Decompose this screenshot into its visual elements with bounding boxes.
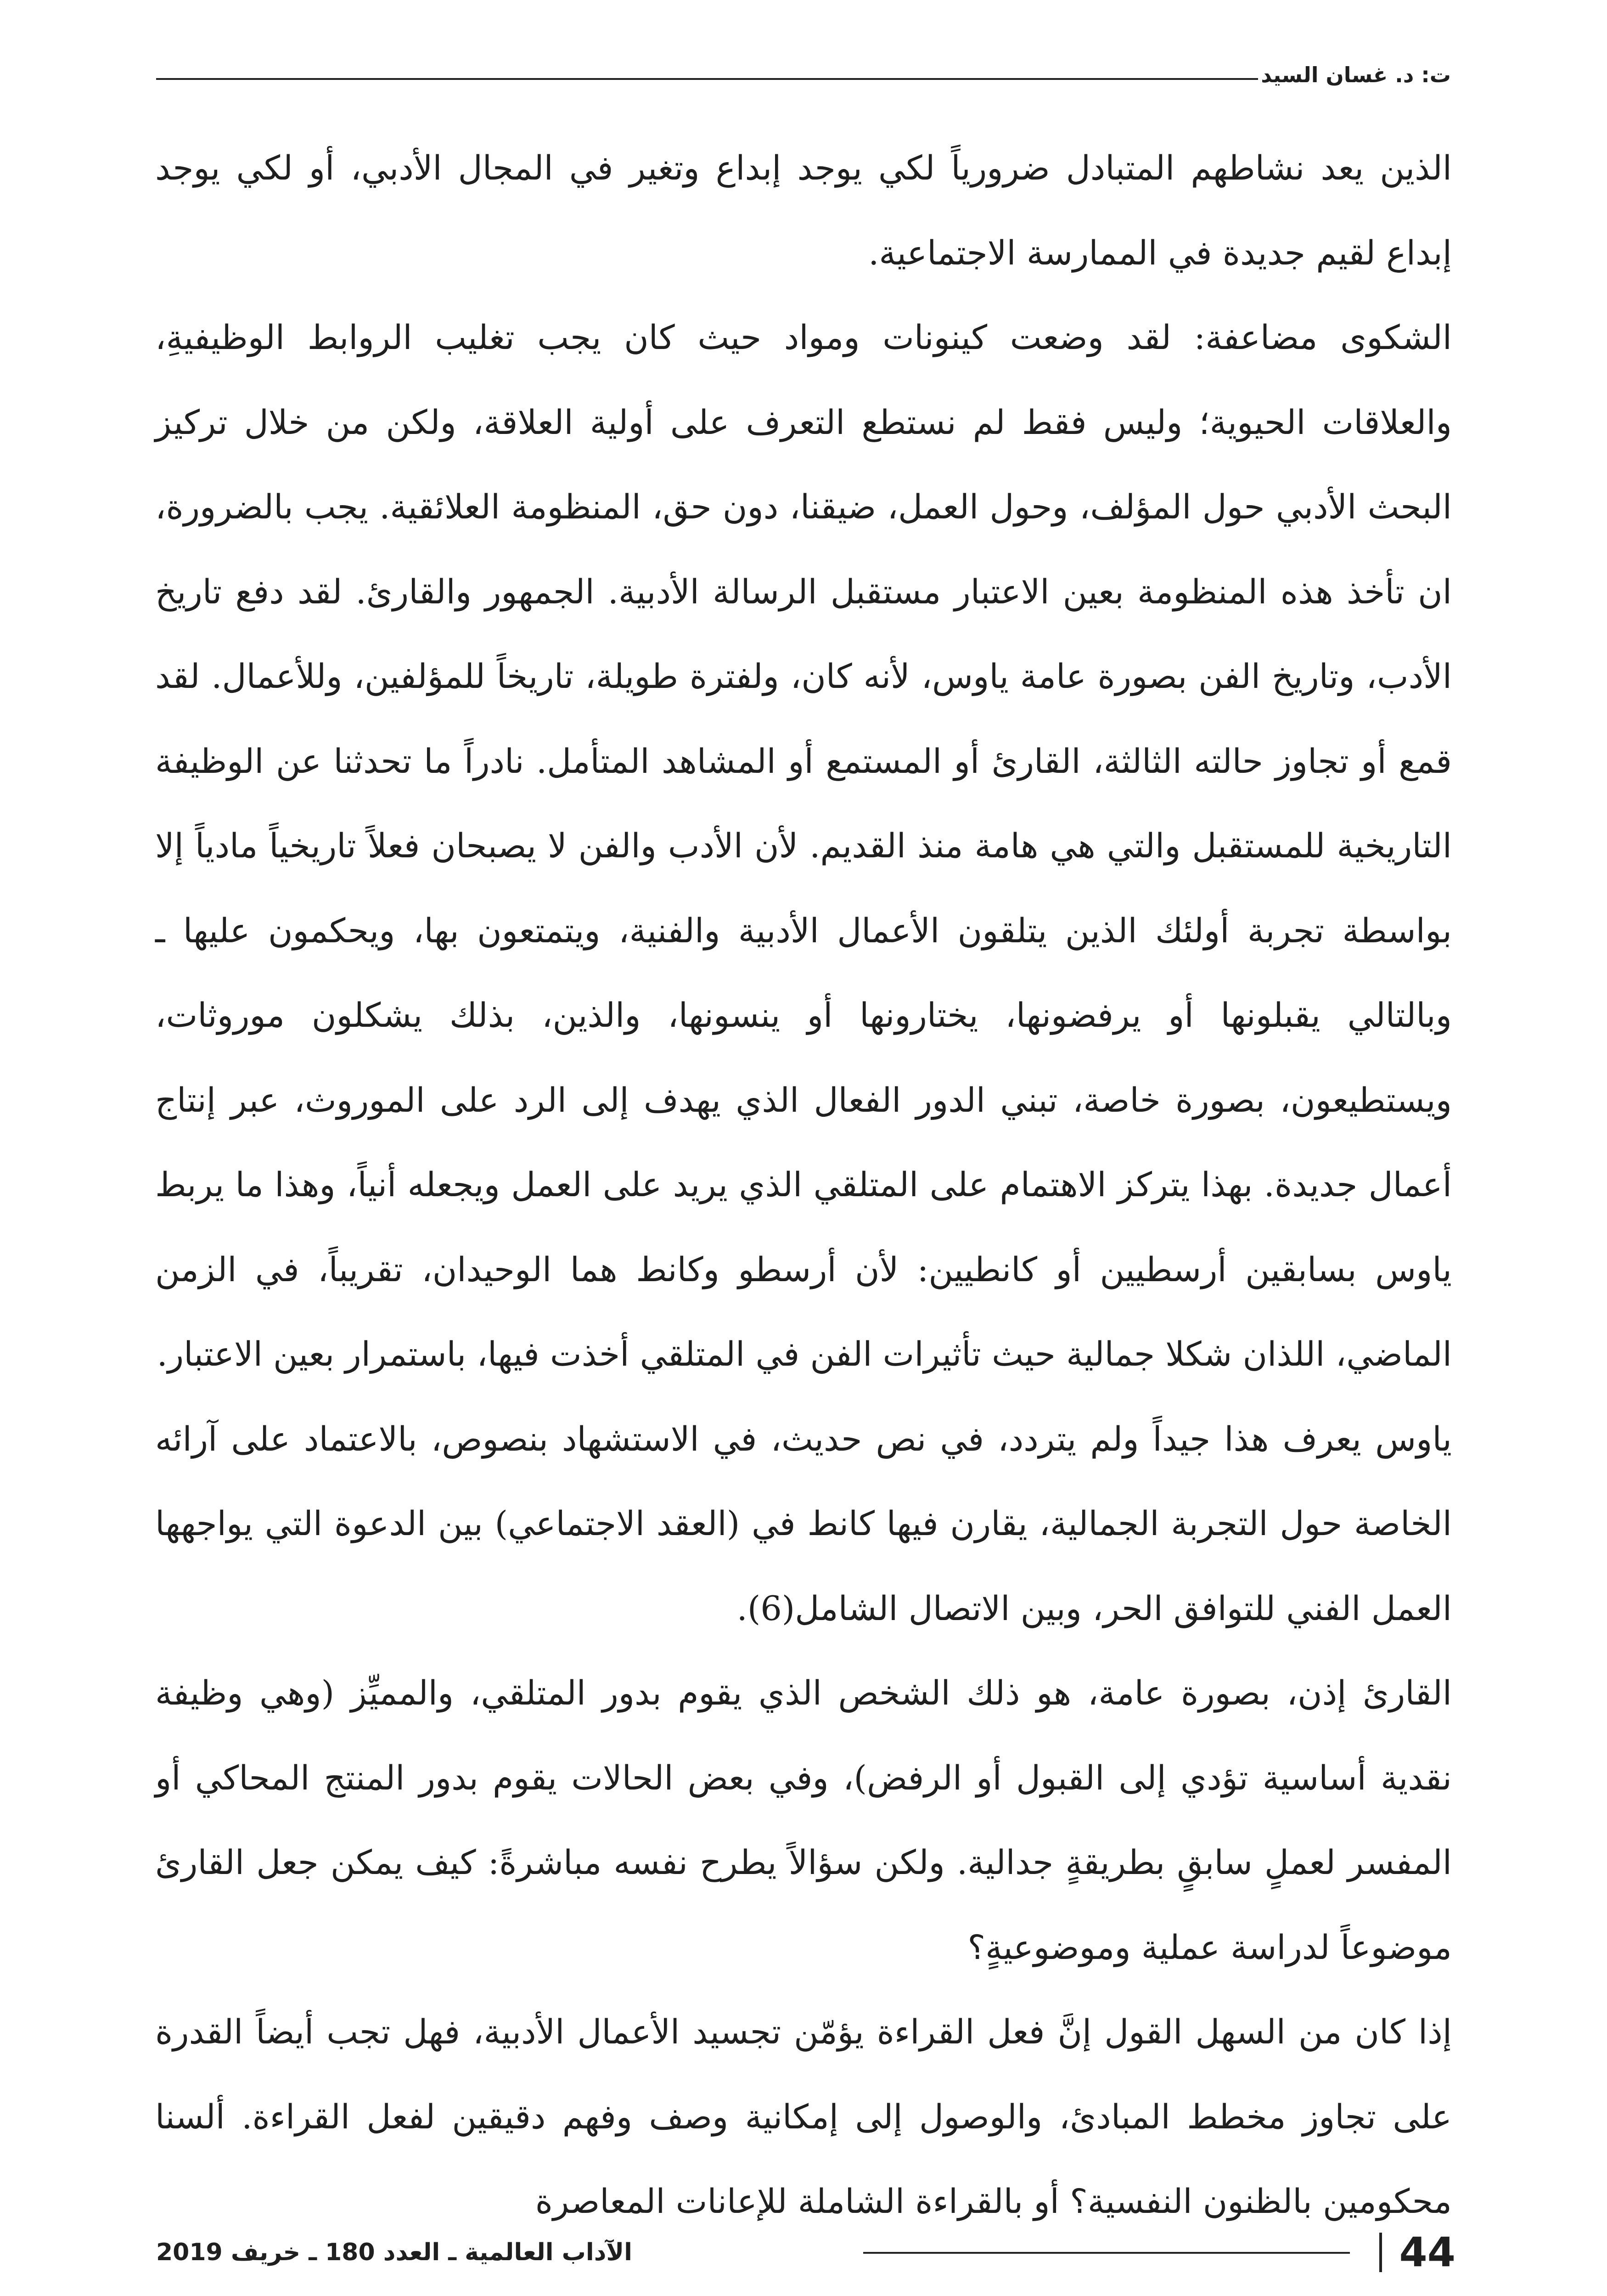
paragraph: الذين يعد نشاطهم المتبادل ضرورياً لكي يوجد إبداع وتغير في المجال الأدبي، أو لكي يوجد إبداع لقيم جديدة في الممارسة الاجتماعية. xyxy=(155,149,1452,273)
running-header xyxy=(156,54,1451,96)
page-number: 44 xyxy=(1399,2228,1455,2276)
paragraph: ياوس يعرف هذا جيداً ولم يتردد، في نص حديث، في الاستشهاد بنصوص، بالاعتماد على آرائه الخاصة حول التجربة الجمالية، يقارن فيها كانط في (العقد الاجتماعي) بين الدعوة التي يواجهها العمل الفني للتوافق الحر، وبين الاتصال الشامل(6). xyxy=(155,1419,1452,1628)
journal-info: الآداب العالمية ـ العدد 180 ـ خريف 2019 xyxy=(156,2239,632,2266)
paragraph: إذا كان من السهل القول إنَّ فعل القراءة يؤمّن تجسيد الأعمال الأدبية، فهل تجب أيضاً القدرة على تجاوز مخطط المبادئ، والوصول إلى إمكانية وصف وفهم دقيقين لفعل القراءة. ألسنا محكومين بالظنون النفسية؟ أو بالقراءة الشاملة للإعانات المعاصرة xyxy=(155,2013,1452,2221)
paragraph: الشكوى مضاعفة: لقد وضعت كينونات ومواد حيث كان يجب تغليب الروابط الوظيفيةِ، والعلاقات الحيوية؛ وليس فقط لم نستطع التعرف على أولية العلاقة، ولكن من خلال تركيز البحث الأدبي حول المؤلف، وحول العمل، ضيقنا، دون حق، المنظومة العلائقية. يجب بالضرورة، ان تأخذ هذه المنظومة بعين الاعتبار مستقبل الرسالة الأدبية. الجمهور والقارئ. لقد دفع تاريخ الأدب، وتاريخ الفن بصورة عامة ياوس، لأنه كان، ولفترة طويلة، تاريخاً للمؤلفين، وللأعمال. لقد قمع أو تجاوز حالته الثالثة، القارئ أو المستمع أو المشاهد المتأمل. نادراً ما تحدثنا عن الوظيفة التاريخية للمستقبل والتي هي هامة منذ القديم. لأن الأدب والفن لا يصبحان فعلاً تاريخياً مادياً إلا بواسطة تجربة أولئك الذين يتلقون الأعمال الأدبية والفنية، ويتمتعون بها، ويحكمون عليها ـ وبالتالي يقبلونها أو يرفضونها، يختارونها أو ينسونها، والذين، بذلك يشكلون موروثات، ويستطيعون، بصورة خاصة، تبني الدور الفعال الذي يهدف إلى الرد على الموروث، عبر إنتاج أعمال جديدة. بهذا يتركز الاهتمام على المتلقي الذي يريد على العمل ويجعله أنياً، وهذا ما يربط ياوس بسابقين أرسطيين أو كانطيين: لأن أرسطو وكانط هما الوحيدان، تقريباً، في الزمن الماضي، اللذان شكلا جمالية حيث تأثيرات الفن في المتلقي أخذت فيها، باستمرار بعين الاعتبار. xyxy=(155,318,1452,1374)
page-footer xyxy=(156,2227,1455,2278)
article-body xyxy=(155,126,1452,2245)
paragraph: القارئ إذن، بصورة عامة، هو ذلك الشخص الذي يقوم بدور المتلقي، والمميِّز (وهي وظيفة نقدية أساسية تؤدي إلى القبول أو الرفض)، وفي بعض الحالات يقوم بدور المنتج المحاكي أو المفسر لعملٍ سابقٍ بطريقةٍ جدالية. ولكن سؤالاً يطرح نفسه مباشرةً: كيف يمكن جعل القارئ موضوعاً لدراسة عملية وموضوعيةٍ؟ xyxy=(155,1674,1452,1967)
header-rule xyxy=(156,78,1258,80)
header-author: ت: د. غسان السيد xyxy=(1261,62,1451,87)
footer-separator-bar xyxy=(1379,2233,1382,2272)
footer-rule xyxy=(863,2252,1350,2254)
